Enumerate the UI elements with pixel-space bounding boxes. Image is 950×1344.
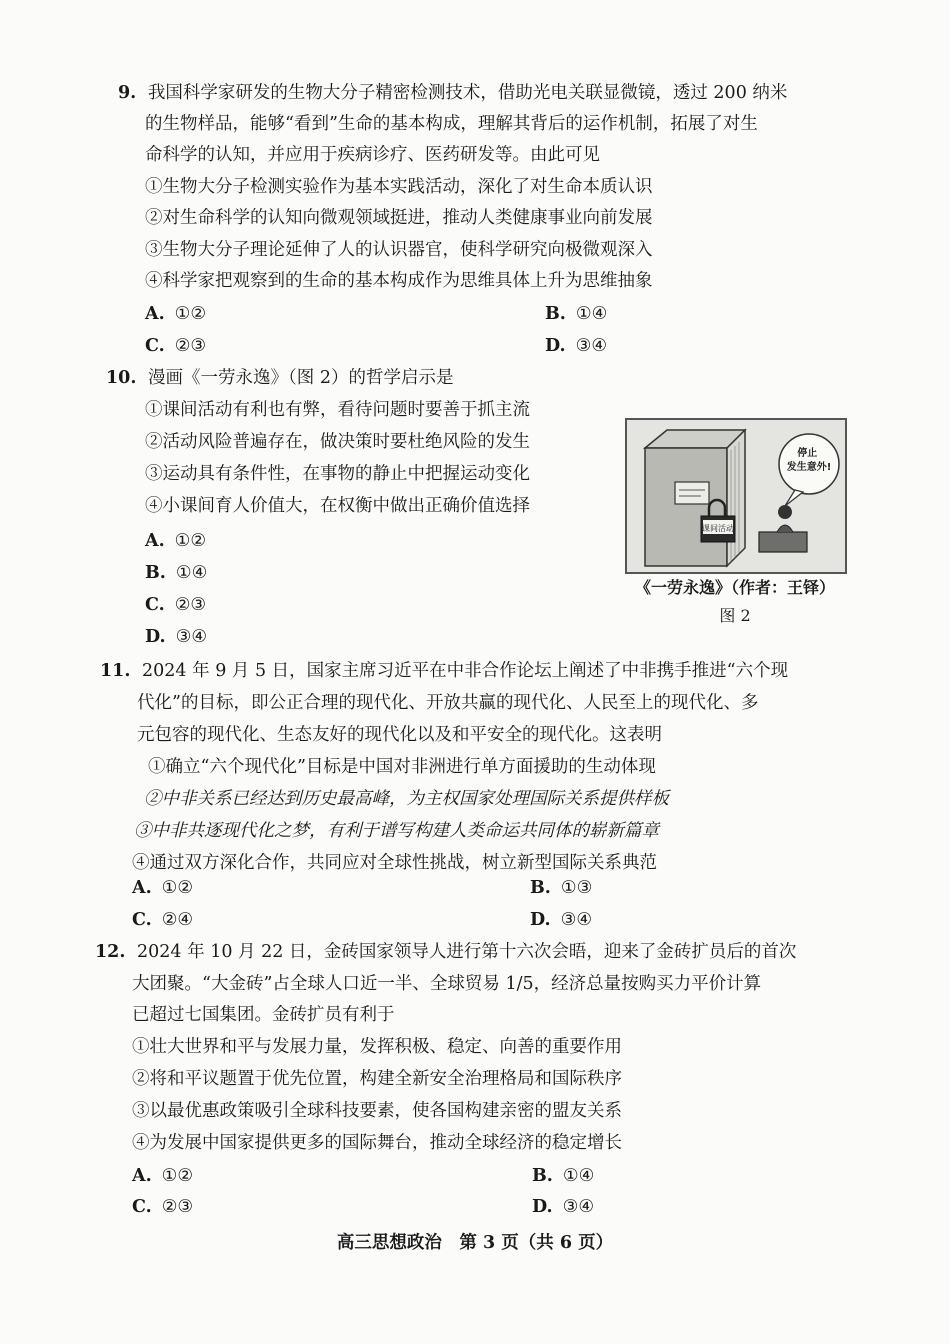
choice-letter: B. — [145, 563, 166, 583]
choice-letter: C. — [132, 910, 152, 930]
choice-d — [545, 331, 607, 361]
question-number: 9. — [118, 83, 137, 103]
statement: ①课间活动有利也有弊，看待问题时要善于抓主流 — [145, 400, 530, 420]
choice-text: ①④ — [575, 304, 608, 324]
padlock-label: 课间活动 — [702, 524, 734, 533]
choice-letter: C. — [145, 336, 165, 356]
choice-letter: A. — [145, 304, 165, 324]
choice-a — [145, 299, 206, 329]
question-number: 11. — [100, 661, 131, 681]
statement: ②对生命科学的认知向微观领域挺进，推动人类健康事业向前发展 — [145, 208, 653, 228]
choice-text: ②③ — [174, 336, 207, 356]
choice-b — [530, 873, 592, 903]
choice-a — [145, 526, 206, 556]
choice-letter: D. — [530, 910, 551, 930]
choice-b — [145, 558, 207, 588]
choice-text: ①② — [174, 304, 207, 324]
statement: ④小课间育人价值大，在权衡中做出正确价值选择 — [145, 496, 530, 516]
choice-d — [145, 622, 207, 652]
cartoon-figure — [625, 418, 847, 574]
choice-c — [132, 905, 193, 935]
book-pages — [727, 430, 745, 566]
choice-a — [132, 873, 193, 903]
choice-letter: C. — [145, 595, 165, 615]
choice-letter: B. — [532, 1166, 553, 1186]
statement: ①生物大分子检测实验作为基本实践活动，深化了对生命本质认识 — [145, 177, 653, 197]
choice-text: ①② — [161, 1166, 194, 1186]
choice-b — [532, 1161, 594, 1191]
choice-letter: B. — [545, 304, 566, 324]
statement: ②活动风险普遍存在，做决策时要杜绝风险的发生 — [145, 432, 530, 452]
statement: ④科学家把观察到的生命的基本构成作为思维具体上升为思维抽象 — [145, 271, 653, 291]
question-stem-text: 2024 年 10 月 22 日，金砖国家领导人进行第十六次会晤，迎来了金砖扩员后的首次 — [137, 942, 797, 962]
choice-text: ①④ — [562, 1166, 595, 1186]
choice-text: ①③ — [560, 878, 593, 898]
person-head — [778, 505, 792, 519]
question-stem-line: 大团聚。“大金砖”占全球人口近一半、全球贸易 1/5，经济总量按购买力平价计算 — [132, 974, 762, 994]
choice-letter: C. — [132, 1197, 152, 1217]
statement: ②中非关系已经达到历史最高峰，为主权国家处理国际关系提供样板 — [144, 789, 669, 809]
cartoon-illustration — [627, 420, 845, 572]
choice-text: ②③ — [161, 1197, 194, 1217]
statement: ②将和平议题置于优先位置，构建全新安全治理格局和国际秩序 — [132, 1069, 622, 1089]
choice-text: ②④ — [161, 910, 194, 930]
choice-letter: D. — [532, 1197, 553, 1217]
question-stem-text: 我国科学家研发的生物大分子精密检测技术，借助光电关联显微镜，透过 200 纳米 — [147, 83, 788, 103]
choice-text: ③④ — [562, 1197, 595, 1217]
question-stem-line — [118, 78, 787, 108]
choice-c — [145, 590, 206, 620]
choice-text: ①④ — [175, 563, 208, 583]
choice-letter: A. — [132, 1166, 152, 1186]
question-stem-line — [100, 656, 788, 686]
statement: ③生物大分子理论延伸了人的认识器官，使科学研究向极微观深入 — [145, 240, 653, 260]
choice-text: ③④ — [575, 336, 608, 356]
choice-letter: D. — [545, 336, 566, 356]
choice-text: ①② — [161, 878, 194, 898]
question-stem-line: 命科学的认知，并应用于疾病诊疗、医药研发等。由此可见 — [145, 145, 600, 165]
speech-text: 停止 发生意外! — [786, 448, 832, 473]
choice-c — [145, 331, 206, 361]
choice-text: ③④ — [560, 910, 593, 930]
question-stem-line: 已超过七国集团。金砖扩员有利于 — [132, 1005, 395, 1025]
choice-text: ③④ — [175, 627, 208, 647]
question-stem-line: 元包容的现代化、生态友好的现代化以及和平安全的现代化。这表明 — [137, 725, 662, 745]
question-stem-text: 2024 年 9 月 5 日，国家主席习近平在中非合作论坛上阐述了中非携手推进“六个现 — [142, 661, 789, 681]
statement: ④为发展中国家提供更多的国际舞台，推动全球经济的稳定增长 — [132, 1133, 622, 1153]
question-stem-line — [95, 937, 796, 967]
choice-letter: A. — [145, 531, 165, 551]
choice-a — [132, 1161, 193, 1191]
statement: ①确立“六个现代化”目标是中国对非洲进行单方面援助的生动体现 — [148, 757, 656, 777]
question-number: 12. — [95, 942, 126, 962]
choice-c — [132, 1192, 193, 1222]
choice-letter: B. — [530, 878, 551, 898]
desk — [759, 532, 807, 552]
question-stem-line: 代化”的目标，即公正合理的现代化、开放共赢的现代化、人民至上的现代化、多 — [137, 693, 759, 713]
choice-letter: A. — [132, 878, 152, 898]
statement: ③以最优惠政策吸引全球科技要素，使各国构建亲密的盟友关系 — [132, 1101, 622, 1121]
figure-caption: 《一劳永逸》（作者：王铎） — [634, 578, 835, 597]
figure-label: 图 2 — [719, 606, 751, 625]
choice-b — [545, 299, 607, 329]
statement: ①壮大世界和平与发展力量，发挥积极、稳定、向善的重要作用 — [132, 1037, 622, 1057]
question-stem-text: 漫画《一劳永逸》（图 2）的哲学启示是 — [148, 368, 454, 388]
choice-d — [532, 1192, 594, 1222]
choice-text: ①② — [174, 531, 207, 551]
statement: ③运动具有条件性，在事物的静止中把握运动变化 — [145, 464, 530, 484]
statement: ③中非共逐现代化之梦，有利于谱写构建人类命运共同体的崭新篇章 — [134, 821, 659, 841]
choice-d — [530, 905, 592, 935]
question-number: 10. — [106, 368, 137, 388]
book-label-box — [675, 482, 709, 504]
book-cover — [645, 448, 727, 566]
question-stem-line — [106, 363, 453, 393]
question-stem-line: 的生物样品，能够“看到”生命的基本构成，理解其背后的运作机制，拓展了对生 — [145, 114, 758, 134]
choice-text: ②③ — [174, 595, 207, 615]
statement: ④通过双方深化合作，共同应对全球性挑战，树立新型国际关系典范 — [132, 853, 657, 873]
page-footer: 高三思想政治 第 3 页（共 6 页） — [336, 1233, 614, 1253]
choice-letter: D. — [145, 627, 166, 647]
